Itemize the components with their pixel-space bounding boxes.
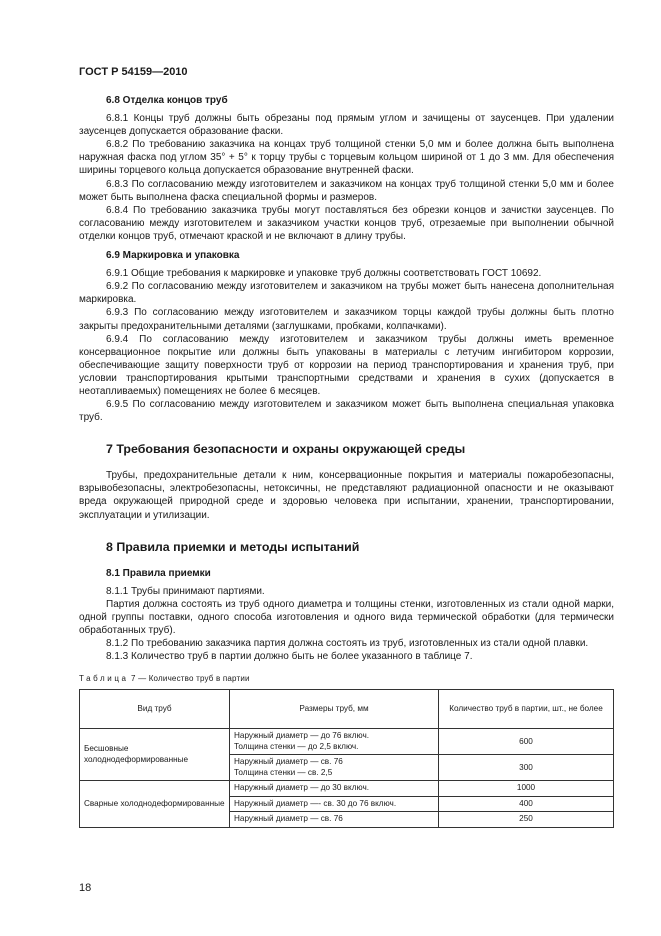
header-pipe-size: Размеры труб, мм bbox=[230, 690, 439, 729]
pipe-size-cell bbox=[230, 755, 439, 781]
pipe-quantity-cell: 400 bbox=[439, 796, 614, 812]
page-content bbox=[79, 94, 614, 828]
paragraph-6-8-3: 6.8.3 По согласованию между изготовителем и заказчиком на концах труб толщиной стенки 5,0 мм и более может быть выполнена фаска специальной формы и размеров. bbox=[79, 178, 614, 203]
pipe-size-cell: Наружный диаметр — до 30 включ. bbox=[230, 781, 439, 797]
size-line: Толщина стенки — до 2,5 включ. bbox=[234, 741, 359, 751]
size-line: Толщина стенки — св. 2,5 bbox=[234, 767, 333, 777]
paragraph-8-1-3: 8.1.3 Количество труб в партии должно быть не более указанного в таблице 7. bbox=[106, 651, 473, 663]
section-title-8: 8 Правила приемки и методы испытаний bbox=[106, 539, 360, 554]
subsection-title-6-9: 6.9 Маркировка и упаковка bbox=[106, 250, 240, 262]
paragraph-6-9-5: 6.9.5 По согласованию между изготовителем и заказчиком может быть выполнена специальная упаковка труб. bbox=[79, 399, 614, 424]
page-number: 18 bbox=[79, 882, 92, 894]
paragraph-6-8-1: 6.8.1 Концы труб должны быть обрезаны под прямым углом и зачищены от заусенцев. При удалении заусенцев допускается образование фаски. bbox=[79, 113, 614, 138]
table-row bbox=[80, 781, 614, 797]
paragraph-8-1-1-cont: Партия должна состоять из труб одного диаметра и толщины стенки, изготовленных из стали одной марки, одной группы поставки, одного способа изготовления и одного вида термической обработки (для термически обработанных труб). bbox=[79, 598, 614, 636]
paragraph-6-9-3: 6.9.3 По согласованию между изготовителем и заказчиком торцы каждой трубы должны быть плотно закрыты предохранительными деталями (заглушками, пробками, колпачками). bbox=[79, 307, 614, 332]
table-caption-word: Таблица bbox=[79, 674, 129, 684]
subsection-title-6-8: 6.8 Отделка концов труб bbox=[106, 95, 228, 106]
header-pipe-quantity: Количество труб в партии, шт., не более bbox=[439, 690, 614, 729]
size-line: Наружный диаметр — до 76 включ. bbox=[234, 731, 369, 741]
paragraph-8-1-1: 8.1.1 Трубы принимают партиями. bbox=[106, 585, 265, 597]
table-header-row bbox=[80, 690, 614, 729]
section-title-7: 7 Требования безопасности и охраны окружающей среды bbox=[106, 442, 466, 457]
pipe-size-cell bbox=[230, 729, 439, 755]
batch-size-table bbox=[79, 689, 614, 828]
pipe-size-cell: Наружный диаметр — св. 76 bbox=[230, 812, 439, 828]
subsection-title-8-1: 8.1 Правила приемки bbox=[106, 567, 211, 579]
document-id: ГОСТ Р 54159—2010 bbox=[79, 66, 188, 78]
pipe-size-cell: Наружный диаметр —- св. 30 до 76 включ. bbox=[230, 796, 439, 812]
paragraph-8-1-2: 8.1.2 По требованию заказчика партия должна состоять из труб, изготовленных из стали одной плавки. bbox=[106, 638, 589, 650]
pipe-type-cell: Сварные холоднодеформированные bbox=[80, 781, 230, 828]
table-row bbox=[80, 729, 614, 755]
paragraph-6-9-4: 6.9.4 По согласованию между изготовителем и заказчиком трубы должны иметь временное консервационное покрытие или должны быть упакованы в материалы с летучим ингибитором коррозии, обеспечивающие защиту поверхности труб от коррозии на период транспортирования и хранения труб, при условии транспортирования крытыми транспортными средствами и хранения в сухих (допускается в неотапливаемых) помещениях не более 6 месяцев. bbox=[79, 333, 614, 397]
paragraph-6-9-1: 6.9.1 Общие требования к маркировке и упаковке труб должны соответствовать ГОСТ 10692. bbox=[106, 268, 542, 280]
paragraph-6-8-2: 6.8.2 По требованию заказчика на концах труб толщиной стенки 5,0 мм и более должна быть выполнена наружная фаска под углом 35° + 5° к торцу трубы с торцевым кольцом шириной от 1 до 3 мм. Для обеспечения ширины торцевого кольца допускается образование внутренней фаски. bbox=[79, 139, 614, 177]
size-line: Наружный диаметр — св. 76 bbox=[234, 757, 343, 767]
paragraph-6-9-2: 6.9.2 По согласованию между изготовителем и заказчиком на трубы может быть нанесена дополнительная маркировка. bbox=[79, 281, 614, 306]
table-caption bbox=[79, 672, 614, 685]
paragraph-6-8-4: 6.8.4 По требованию заказчика трубы могут поставляться без обрезки концов и зачистки заусенцев. По согласованию между изготовителем и заказчиком участки концов труб, отрезаемые при выполнении обычной отделки концов труб, отмечают краской и не включают в длину трубы. bbox=[79, 204, 614, 242]
table-caption-text: 7 — Количество труб в партии bbox=[128, 674, 250, 684]
paragraph-7: Трубы, предохранительные детали к ним, консервационные покрытия и материалы пожаробезопасны, взрывобезопасны, электробезопасны, нетоксичны, не представляют радиационной опасности и не оказывают вреда окружающей природной среде и здоровью человека при испытании, хранении, транспортировании, эксплуатации и утилизации. bbox=[79, 470, 614, 521]
pipe-quantity-cell: 600 bbox=[439, 729, 614, 755]
pipe-quantity-cell: 250 bbox=[439, 812, 614, 828]
header-pipe-type: Вид труб bbox=[80, 690, 230, 729]
pipe-quantity-cell: 300 bbox=[439, 755, 614, 781]
pipe-type-cell: Бесшовные холоднодеформированные bbox=[80, 729, 230, 781]
pipe-quantity-cell: 1000 bbox=[439, 781, 614, 797]
